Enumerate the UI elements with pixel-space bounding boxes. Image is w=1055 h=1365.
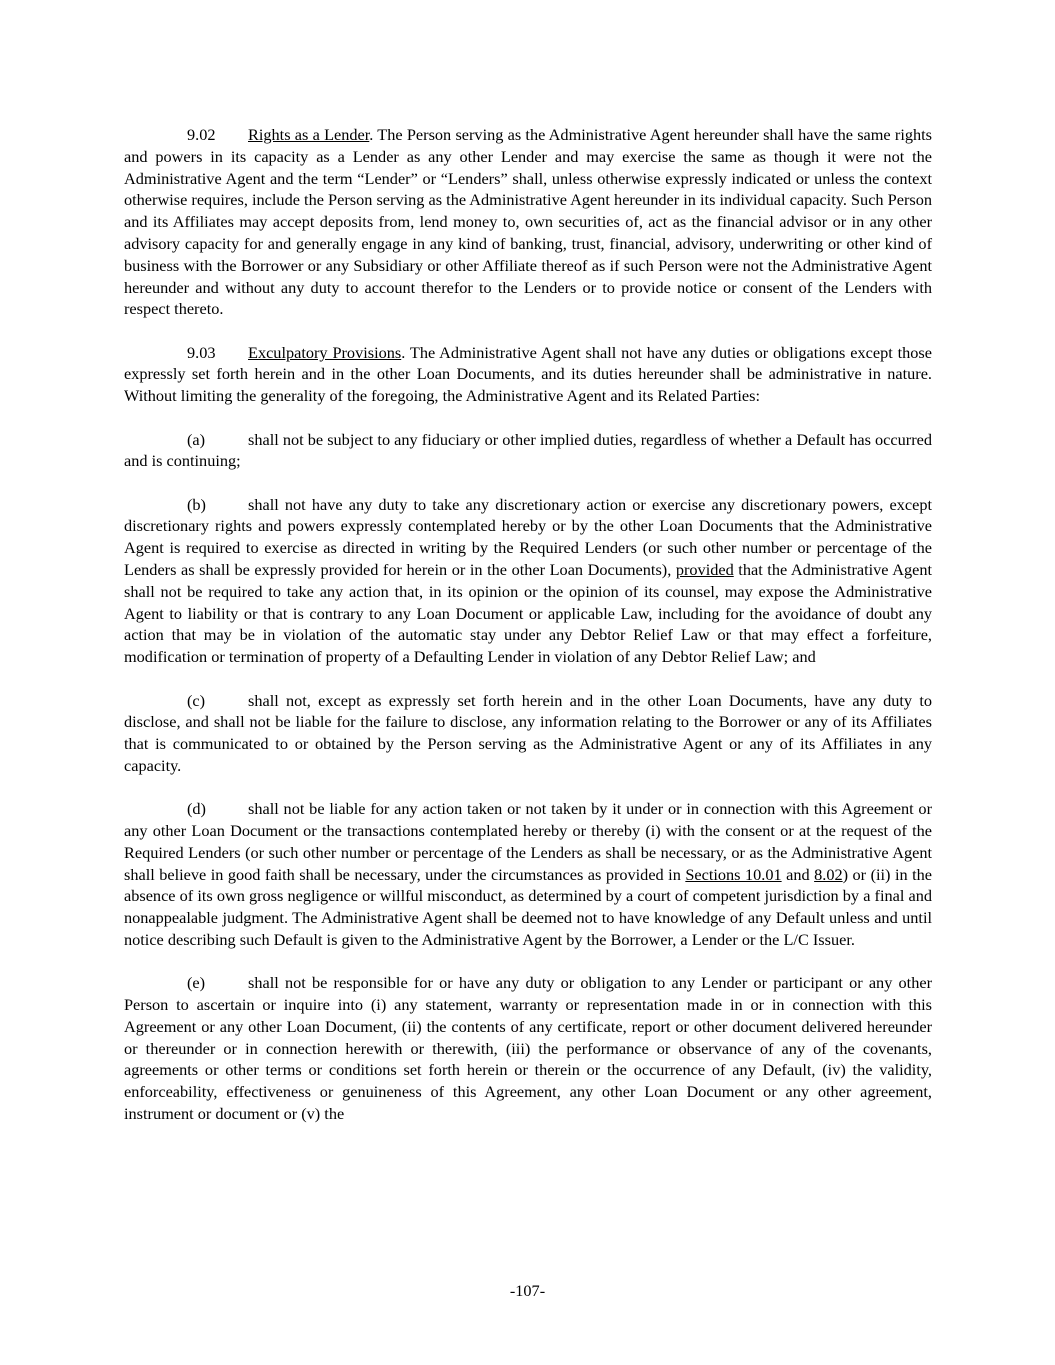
clause-text: shall not be liable for any action taken or not taken by it under or in connection with this Agreement or any other Loan Document or the transactions contemplated hereby or thereby (i) with the consent or at the request of the Required Lenders (or such other number or percentage of the Lenders as shall be necessary, or as the Administrative Agent shall believe in good faith shall be necessary, under the circumstances as provided in bbox=[124, 799, 932, 884]
section-number: 9.03 bbox=[187, 342, 216, 362]
clause-text: shall not, except as expressly set forth herein and in the other Loan Documents, have any duty to disclose, and shall not be liable for the failure to disclose, any information relating to the Borrower or any of its Affiliates that is communicated to or obtained by the Person serving as the Administrative Agent or any of its Affiliates in any capacity. bbox=[124, 690, 932, 775]
clause-e bbox=[124, 972, 932, 1125]
clause-text-continued: that the Administrative Agent shall not be required to take any action that, in its opinion or the opinion of its counsel, may expose the Administrative Agent to liability or that is contrary to any Loan Document or applicable Law, including for the avoidance of doubt any action that may be in violation of the automatic stay under any Debtor Relief Law or that may effect a forfeiture, modification or termination of property of a Defaulting Lender in violation of any Debtor Relief Law; and bbox=[124, 560, 932, 667]
clause-a bbox=[124, 429, 932, 473]
document-page bbox=[124, 124, 932, 1146]
clause-text-joiner: and bbox=[781, 864, 815, 884]
page-number: -107- bbox=[509, 1281, 546, 1300]
section-text: . The Person serving as the Administrative Agent hereunder shall have the same rights and powers in its capacity as a Lender as any other Lender and may exercise the same as though it were not the Administrative Agent and the term “Lender” or “Lenders” shall, unless otherwise expressly indicated or unless the context otherwise requires, include the Person serving as the Administrative Agent hereunder in its individual capacity. Such Person and its Affiliates may accept deposits from, lend money to, own securities of, act as the financial advisor or in any other advisory capacity for and generally engage in any kind of banking, trust, financial, advisory, underwriting or other kind of business with the Borrower or any Subsidiary or other Affiliate thereof as if such Person were not the Administrative Agent hereunder and without any duty to account therefor to the Lenders or to provide notice or consent of the Lenders with respect thereto. bbox=[124, 125, 932, 319]
clause-c bbox=[124, 690, 932, 777]
clause-d bbox=[124, 798, 932, 951]
clause-number: (d) bbox=[187, 799, 206, 819]
section-9-03 bbox=[124, 342, 932, 407]
provided-term: provided bbox=[675, 560, 734, 580]
section-heading: Rights as a Lender bbox=[248, 125, 370, 144]
section-text: . The Administrative Agent shall not have any duties or obligations except those expressly set forth herein and in the other Loan Documents, and its duties hereunder shall be administrative in nature. Without limiting the generality of the foregoing, the Administrative Agent and its Related Parties: bbox=[124, 342, 932, 406]
clause-number: (e) bbox=[187, 973, 206, 993]
clause-number: (a) bbox=[187, 429, 206, 449]
clause-number: (c) bbox=[187, 690, 206, 710]
clause-b bbox=[124, 494, 932, 668]
section-reference: Sections 10.01 bbox=[685, 864, 782, 884]
clause-text: shall not be responsible for or have any duty or obligation to any Lender or participant or any other Person to ascertain or inquire into (i) any statement, warranty or representation made in or in connection with this Agreement or any other Loan Document, (ii) the contents of any certificate, report or other document delivered hereunder or thereunder or in connection herewith or therewith, (iii) the performance or observance of any of the covenants, agreements or other terms or conditions set forth herein or therein or the occurrence of any Default, (iv) the validity, enforceability, effectiveness or genuineness of this Agreement, any other Loan Document or any other agreement, instrument or document or (v) the bbox=[124, 973, 932, 1124]
clause-number: (b) bbox=[187, 494, 206, 514]
section-reference: 8.02 bbox=[814, 864, 843, 884]
clause-text-continued: ) or (ii) in the absence of its own gross negligence or willful misconduct, as determined by a court of competent jurisdiction by a final and nonappealable judgment. The Administrative Agent shall be deemed not to have knowledge of any Default unless and until notice describing such Default is given to the Administrative Agent by the Borrower, a Lender or the L/C Issuer. bbox=[124, 864, 932, 949]
clause-text: shall not have any duty to take any discretionary action or exercise any discretionary powers, except discretionary rights and powers expressly contemplated hereby or by the other Loan Documents that the Administrative Agent is required to exercise as directed in writing by the Required Lenders (or such other number or percentage of the Lenders as shall be expressly provided for herein or in the other Loan Documents), bbox=[124, 494, 932, 580]
section-number: 9.02 bbox=[187, 125, 216, 144]
section-9-02 bbox=[124, 124, 932, 320]
clause-text: shall not be subject to any fiduciary or other implied duties, regardless of whether a Default has occurred and is continuing; bbox=[124, 429, 932, 471]
section-heading: Exculpatory Provisions bbox=[248, 342, 402, 362]
